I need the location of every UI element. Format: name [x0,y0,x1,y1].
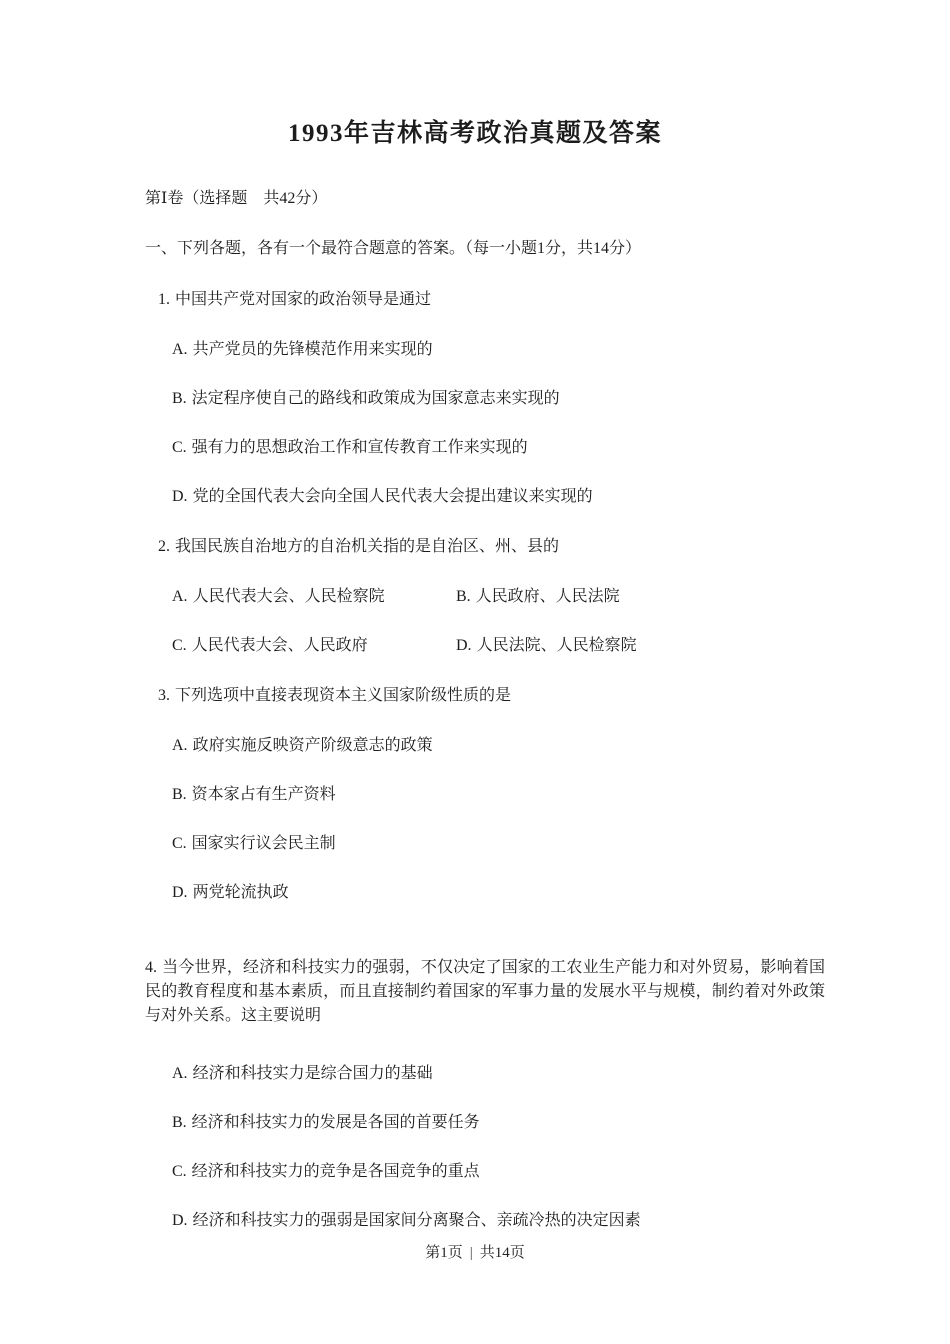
option-label: D. [456,637,472,654]
question-3-stem [158,685,511,706]
option-text: 人民法院、人民检察院 [476,637,637,654]
option-text: 政府实施反映资产阶级意志的政策 [192,737,433,754]
question-2-option-a [172,586,456,607]
option-label: C. [172,1163,187,1180]
option-label: B. [172,1114,187,1131]
question-4-text: 当今世界，经济和科技实力的强弱，不仅决定了国家的工农业生产能力和对外贸易，影响着国民的教育程度和基本素质，而且直接制约着国家的军事力量的发展水平与规模，制约着对外政策与对外关系。这主要说明 [145,959,825,1024]
question-3-text: 下列选项中直接表现资本主义国家阶级性质的是 [175,687,512,704]
question-1-stem [158,289,431,310]
option-text: 经济和科技实力是综合国力的基础 [192,1065,433,1082]
option-label: C. [172,439,187,456]
option-label: D. [172,1212,188,1229]
option-label: A. [172,341,188,358]
question-2-options-row-1 [172,586,620,607]
question-2-option-d [456,635,637,656]
question-1-option-c [172,437,528,458]
question-4-option-a [172,1063,433,1084]
option-text: 共产党员的先锋模范作用来实现的 [192,341,433,358]
option-label: C. [172,637,187,654]
question-2-option-c [172,635,456,656]
footer-current-page: 第1页 [425,1245,463,1261]
question-1-option-b [172,388,560,409]
question-1-number: 1. [158,291,170,308]
option-label: B. [172,786,187,803]
option-text: 强有力的思想政治工作和宣传教育工作来实现的 [191,439,528,456]
question-4-option-d [172,1210,641,1231]
question-2-number: 2. [158,538,170,555]
question-3-option-d [172,882,289,903]
footer-separator: | [469,1245,473,1261]
option-text: 两党轮流执政 [192,884,289,901]
footer-total-pages: 共14页 [479,1245,525,1261]
question-3-option-b [172,784,336,805]
question-3-number: 3. [158,687,170,704]
option-text: 人民政府、人民法院 [475,588,620,605]
question-4-option-c [172,1161,480,1182]
section-header: 第Ⅰ卷（选择题 共42分） [145,190,328,207]
question-3-option-c [172,833,336,854]
question-2-stem [158,536,559,557]
option-text: 经济和科技实力的发展是各国的首要任务 [191,1114,480,1131]
option-label: B. [456,588,471,605]
option-text: 经济和科技实力的竞争是各国竞争的重点 [191,1163,480,1180]
question-4-stem [145,956,825,1028]
question-2-option-b [456,586,620,607]
option-text: 党的全国代表大会向全国人民代表大会提出建议来实现的 [192,488,593,505]
option-text: 资本家占有生产资料 [191,786,336,803]
option-label: C. [172,835,187,852]
question-2-options-row-2 [172,635,637,656]
option-text: 国家实行议会民主制 [191,835,336,852]
option-label: D. [172,488,188,505]
option-text: 人民代表大会、人民政府 [191,637,368,654]
page-footer [0,1244,950,1263]
option-text: 经济和科技实力的强弱是国家间分离聚合、亲疏冷热的决定因素 [192,1212,641,1229]
question-1-option-a [172,339,433,360]
option-label: A. [172,737,188,754]
option-label: D. [172,884,188,901]
option-label: A. [172,1065,188,1082]
question-3-option-a [172,735,433,756]
question-1-text: 中国共产党对国家的政治领导是通过 [175,291,432,308]
option-label: A. [172,588,188,605]
question-2-text: 我国民族自治地方的自治机关指的是自治区、州、县的 [175,538,560,555]
option-text: 人民代表大会、人民检察院 [192,588,385,605]
question-1-option-d [172,486,593,507]
question-4-number: 4. [145,959,157,976]
option-text: 法定程序使自己的路线和政策成为国家意志来实现的 [191,390,560,407]
section-instruction: 一、下列各题，各有一个最符合题意的答案。（每一小题1分，共14分） [145,240,642,257]
option-label: B. [172,390,187,407]
question-4-option-b [172,1112,480,1133]
page-title: 1993年吉林高考政治真题及答案 [287,120,662,147]
